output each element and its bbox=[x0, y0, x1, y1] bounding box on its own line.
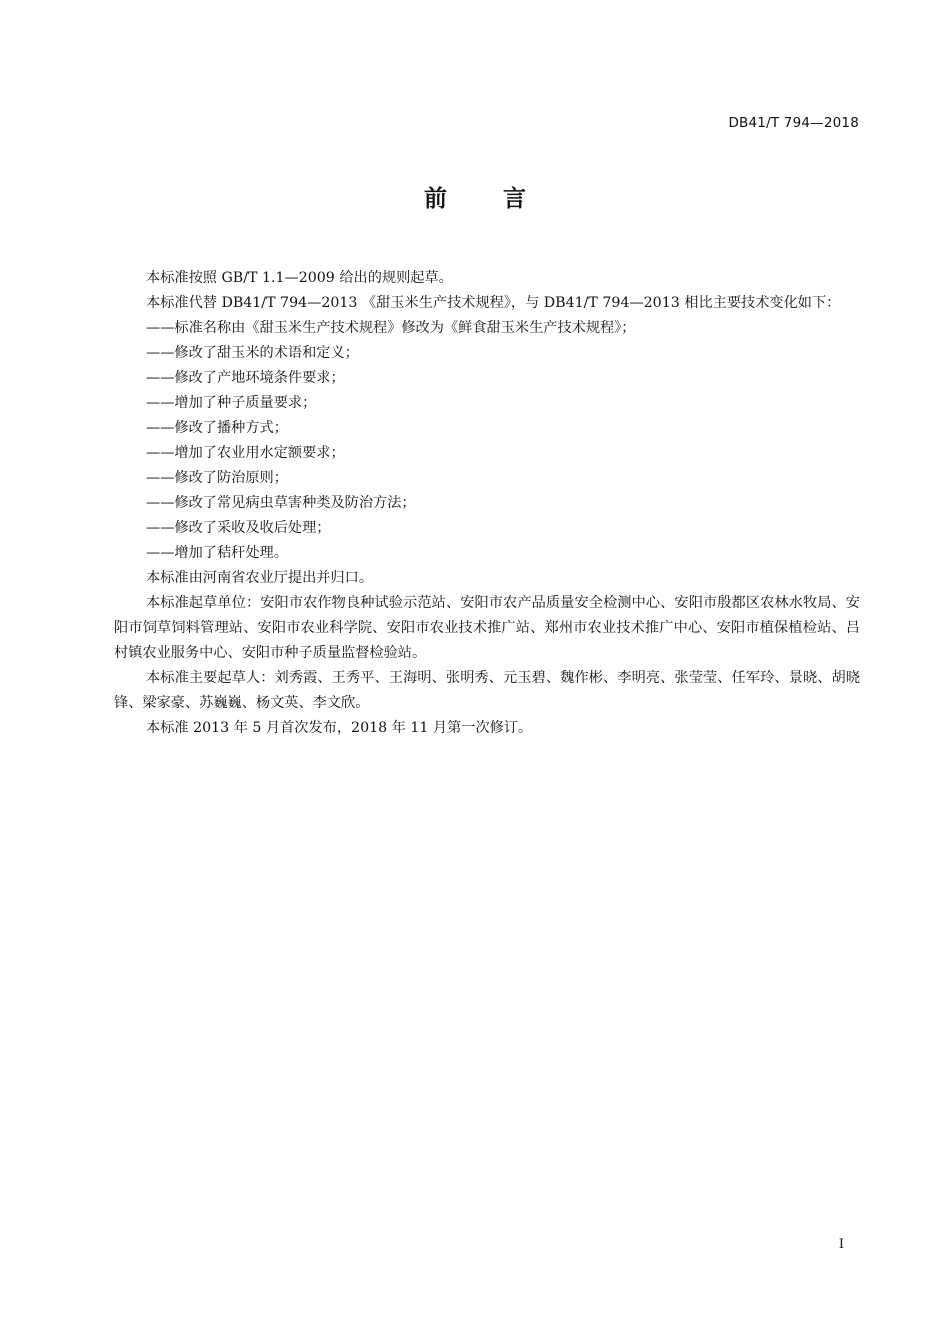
foreword-body bbox=[114, 266, 860, 741]
drafting-units-paragraph: 本标准起草单位：安阳市农作物良种试验示范站、安阳市农产品质量安全检测中心、安阳市殷都区农林水牧局、安阳市饲草饲料管理站、安阳市农业科学院、安阳市农业技术推广站、郑州市农业技术推广中心、安阳市植保植检站、吕村镇农业服务中心、安阳市种子质量监督检验站。 bbox=[114, 595, 860, 661]
replacement-paragraph: 本标准代替 DB41/T 794—2013 《甜玉米生产技术规程》，与 DB41/T 794—2013 相比主要技术变化如下： bbox=[146, 295, 841, 311]
drafting-rules-paragraph: 本标准按照 GB/T 1.1—2009 给出的规则起草。 bbox=[146, 270, 453, 286]
change-item: ——修改了产地环境条件要求； bbox=[146, 370, 345, 386]
change-item: ——修改了播种方式； bbox=[146, 420, 288, 436]
change-item: ——修改了采收及收后处理； bbox=[146, 520, 331, 536]
standard-code: DB41/T 794—2018 bbox=[728, 115, 859, 131]
change-item: ——增加了农业用水定额要求； bbox=[146, 445, 345, 461]
change-item: ——增加了秸秆处理。 bbox=[146, 545, 288, 561]
change-item: ——增加了种子质量要求； bbox=[146, 395, 317, 411]
change-item: ——修改了常见病虫草害种类及防治方法； bbox=[146, 495, 416, 511]
drafters-paragraph: 本标准主要起草人：刘秀霞、王秀平、王海明、张明秀、元玉碧、魏作彬、李明亮、张莹莹、任军玲、景晓、胡晓锋、梁家豪、苏巍巍、杨文英、李文欣。 bbox=[114, 670, 860, 711]
change-item: ——修改了防治原则； bbox=[146, 470, 288, 486]
proposer-paragraph: 本标准由河南省农业厅提出并归口。 bbox=[146, 570, 374, 586]
change-item: ——标准名称由《甜玉米生产技术规程》修改为《鲜食甜玉米生产技术规程》； bbox=[146, 320, 636, 336]
change-item: ——修改了甜玉米的术语和定义； bbox=[146, 345, 359, 361]
page-title: 前言 bbox=[424, 186, 582, 212]
release-history-paragraph: 本标准 2013 年 5 月首次发布，2018 年 11 月第一次修订。 bbox=[146, 720, 533, 736]
page-number: I bbox=[838, 1237, 844, 1252]
